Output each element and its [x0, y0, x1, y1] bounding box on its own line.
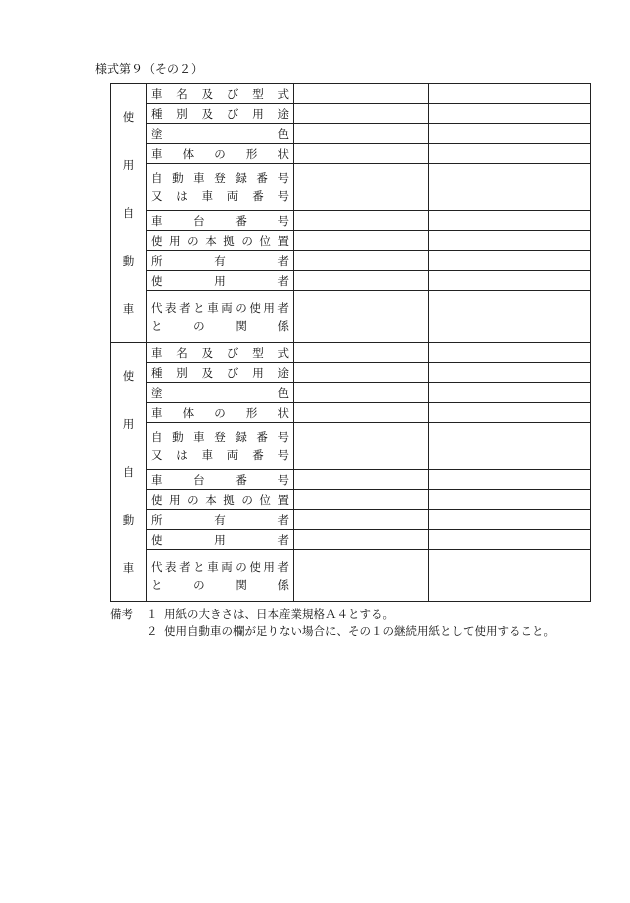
value-cell-secondary[interactable] — [429, 403, 591, 423]
label-char: の — [214, 146, 226, 161]
vehicle-row — [111, 231, 591, 251]
value-cell-primary[interactable] — [294, 510, 429, 530]
row-label-cell — [147, 363, 294, 383]
label-char: 用 — [263, 559, 275, 574]
remarks-item-2 — [146, 623, 555, 640]
label-char: 両 — [221, 300, 233, 315]
label-char: 者 — [179, 559, 191, 574]
row-label-cell — [147, 144, 294, 164]
label-char: 途 — [277, 365, 289, 380]
row-label-line — [151, 404, 289, 422]
value-cell-primary[interactable] — [294, 124, 429, 144]
value-cell-secondary[interactable] — [429, 271, 591, 291]
label-char: 種 — [151, 106, 163, 121]
value-cell-primary[interactable] — [294, 470, 429, 490]
label-char: 両 — [226, 448, 239, 462]
row-label-line — [151, 85, 289, 103]
label-char: 所 — [151, 253, 163, 268]
label-char: 用 — [263, 300, 275, 315]
value-cell-primary[interactable] — [294, 423, 429, 470]
label-char: の — [193, 318, 205, 333]
form-title: 様式第９（その２） — [95, 62, 204, 76]
vehicle-row — [111, 530, 591, 550]
label-char: 所 — [151, 512, 163, 527]
row-label-line — [151, 344, 289, 362]
label-char: 車 — [193, 171, 205, 185]
remarks-heading: 備考 — [110, 607, 133, 621]
label-char: 車 — [207, 300, 219, 315]
label-char: 式 — [277, 86, 289, 101]
value-cell-secondary[interactable] — [429, 144, 591, 164]
vehicle-row — [111, 211, 591, 231]
remarks-item-text: 使用自動車の欄が足りない場合に、その１の継続用紙として使用すること。 — [164, 624, 555, 638]
label-char: 番 — [256, 430, 268, 444]
label-char: 関 — [235, 577, 247, 592]
row-label-cell — [147, 104, 294, 124]
row-label-cell — [147, 164, 294, 211]
row-label-line — [151, 317, 289, 335]
label-char: 使 — [151, 273, 163, 288]
row-label-cell — [147, 231, 294, 251]
row-label-cell — [147, 343, 294, 363]
vehicle-row — [111, 490, 591, 510]
vehicle-row — [111, 271, 591, 291]
row-label-cell — [147, 291, 294, 343]
row-label-cell — [147, 211, 294, 231]
row-label-line — [151, 105, 289, 123]
value-cell-secondary[interactable] — [429, 550, 591, 602]
label-char: 自 — [151, 171, 163, 185]
label-char: 本 — [205, 492, 217, 507]
value-cell-primary[interactable] — [294, 291, 429, 343]
row-label-cell — [147, 550, 294, 602]
vehicle-row — [111, 470, 591, 490]
side-label-char: 動 — [122, 513, 135, 527]
row-label-line — [151, 491, 289, 509]
label-char: の — [187, 233, 199, 248]
row-label-cell — [147, 423, 294, 470]
label-char: 位 — [259, 492, 271, 507]
value-cell-primary[interactable] — [294, 104, 429, 124]
label-char: の — [241, 233, 253, 248]
label-char: 使 — [249, 300, 261, 315]
row-label-line — [151, 428, 289, 446]
label-char: 関 — [235, 318, 247, 333]
row-label-line — [151, 169, 289, 187]
side-label-char: 自 — [122, 465, 135, 479]
row-label-cell — [147, 124, 294, 144]
label-char: 拠 — [223, 492, 235, 507]
row-label-cell — [147, 84, 294, 104]
label-char: 及 — [201, 106, 214, 121]
label-char: 名 — [176, 345, 188, 360]
label-char: と — [193, 300, 205, 315]
value-cell-secondary[interactable] — [429, 343, 591, 363]
label-char: 又 — [151, 448, 163, 462]
row-label-line — [151, 212, 289, 230]
remarks-item-1 — [146, 606, 394, 623]
label-char: と — [193, 559, 205, 574]
side-label-char: 動 — [122, 254, 135, 268]
value-cell-secondary[interactable] — [429, 490, 591, 510]
label-char: 車 — [151, 405, 163, 420]
vehicle-row — [111, 291, 591, 343]
label-char: 係 — [277, 577, 289, 592]
label-char: 表 — [165, 300, 177, 315]
row-label-line — [151, 125, 289, 143]
label-char: 者 — [277, 273, 289, 288]
label-char: 有 — [214, 253, 226, 268]
row-label-line — [151, 471, 289, 489]
vehicle-row — [111, 124, 591, 144]
value-cell-primary[interactable] — [294, 403, 429, 423]
side-label-char: 用 — [122, 417, 135, 431]
label-char: 用 — [169, 492, 181, 507]
label-char: 状 — [277, 405, 289, 420]
label-char: 車 — [151, 472, 163, 487]
vehicle-row — [111, 84, 591, 104]
vehicle-row — [111, 164, 591, 211]
label-char: 使 — [151, 233, 163, 248]
label-char: び — [226, 86, 239, 101]
row-label-cell — [147, 383, 294, 403]
label-char: 代 — [151, 559, 163, 574]
label-char: 号 — [277, 448, 289, 462]
label-char: と — [151, 318, 163, 333]
row-label-line — [151, 558, 289, 576]
label-char: 車 — [201, 448, 214, 462]
label-char: 台 — [193, 213, 205, 228]
vehicle-row — [111, 104, 591, 124]
value-cell-secondary[interactable] — [429, 104, 591, 124]
label-char: 型 — [252, 86, 264, 101]
remarks-item-number: １ — [146, 607, 158, 621]
label-char: 用 — [252, 106, 264, 121]
value-cell-secondary[interactable] — [429, 164, 591, 211]
row-label-cell — [147, 470, 294, 490]
label-char: 両 — [226, 189, 239, 203]
value-cell-primary[interactable] — [294, 251, 429, 271]
label-char: 者 — [179, 300, 191, 315]
value-cell-primary[interactable] — [294, 383, 429, 403]
label-char: 録 — [235, 171, 247, 185]
label-char: 動 — [172, 430, 184, 444]
label-char: 使 — [249, 559, 261, 574]
value-cell-primary[interactable] — [294, 231, 429, 251]
label-char: 状 — [277, 146, 289, 161]
label-char: 種 — [151, 365, 163, 380]
label-char: 使 — [151, 492, 163, 507]
label-char: 体 — [182, 405, 195, 420]
label-char: 自 — [151, 430, 163, 444]
value-cell-secondary[interactable] — [429, 231, 591, 251]
label-char: の — [187, 492, 199, 507]
row-label-line — [151, 576, 289, 594]
value-cell-secondary[interactable] — [429, 530, 591, 550]
label-char: 号 — [277, 171, 289, 185]
label-char: 号 — [277, 430, 289, 444]
side-label-char: 使 — [122, 369, 135, 383]
label-char: 号 — [277, 213, 289, 228]
label-char: 番 — [235, 213, 247, 228]
row-label-line — [151, 252, 289, 270]
value-cell-secondary[interactable] — [429, 84, 591, 104]
label-char: 号 — [277, 189, 289, 203]
value-cell-primary[interactable] — [294, 490, 429, 510]
value-cell-secondary[interactable] — [429, 470, 591, 490]
value-cell-primary[interactable] — [294, 343, 429, 363]
label-char: 用 — [214, 532, 226, 547]
label-char: 用 — [214, 273, 226, 288]
vehicle-row — [111, 550, 591, 602]
label-char: 動 — [172, 171, 184, 185]
label-char: の — [241, 492, 253, 507]
label-char: 色 — [277, 126, 289, 141]
value-cell-primary[interactable] — [294, 211, 429, 231]
label-char: び — [226, 365, 239, 380]
remarks-item-text: 用紙の大きさは、日本産業規格Ａ４とする。 — [164, 607, 394, 621]
row-label-line — [151, 145, 289, 163]
label-char: 体 — [182, 146, 195, 161]
label-char: 者 — [277, 253, 289, 268]
label-char: 置 — [277, 233, 289, 248]
label-char: 代 — [151, 300, 163, 315]
side-label-char: 車 — [122, 561, 135, 575]
label-char: 係 — [277, 318, 289, 333]
label-char: 台 — [193, 472, 205, 487]
label-char: び — [226, 345, 239, 360]
remarks-item-number: ２ — [146, 624, 158, 638]
label-char: は — [176, 448, 188, 462]
value-cell-secondary[interactable] — [429, 510, 591, 530]
label-char: 番 — [256, 171, 268, 185]
label-char: 車 — [201, 189, 214, 203]
row-label-cell — [147, 530, 294, 550]
value-cell-secondary[interactable] — [429, 423, 591, 470]
value-cell-secondary[interactable] — [429, 124, 591, 144]
label-char: 車 — [151, 345, 163, 360]
row-label-line — [151, 531, 289, 549]
label-char: 色 — [277, 385, 289, 400]
label-char: は — [176, 189, 188, 203]
label-char: 用 — [169, 233, 181, 248]
label-char: 本 — [205, 233, 217, 248]
label-char: 号 — [277, 472, 289, 487]
label-char: 塗 — [151, 126, 163, 141]
value-cell-secondary[interactable] — [429, 383, 591, 403]
value-cell-primary[interactable] — [294, 164, 429, 211]
label-char: 又 — [151, 189, 163, 203]
value-cell-secondary[interactable] — [429, 251, 591, 271]
value-cell-primary[interactable] — [294, 84, 429, 104]
label-char: 別 — [176, 365, 188, 380]
row-label-cell — [147, 271, 294, 291]
label-char: 用 — [252, 365, 264, 380]
label-char: 別 — [176, 106, 188, 121]
vehicle-row — [111, 510, 591, 530]
label-char: 車 — [151, 86, 163, 101]
label-char: 車 — [207, 559, 219, 574]
vehicle-row — [111, 363, 591, 383]
label-char: 登 — [214, 430, 226, 444]
vehicle-row — [111, 251, 591, 271]
label-char: 車 — [193, 430, 205, 444]
vehicle-form-table — [110, 83, 591, 602]
value-cell-secondary[interactable] — [429, 211, 591, 231]
value-cell-primary[interactable] — [294, 530, 429, 550]
row-label-cell — [147, 510, 294, 530]
label-char: 録 — [235, 430, 247, 444]
label-char: 及 — [201, 345, 214, 360]
label-char: 及 — [201, 365, 214, 380]
value-cell-secondary[interactable] — [429, 363, 591, 383]
label-char: び — [226, 106, 239, 121]
label-char: 途 — [277, 106, 289, 121]
vehicle-row — [111, 383, 591, 403]
label-char: 名 — [176, 86, 188, 101]
label-char: の — [235, 559, 247, 574]
label-char: 番 — [235, 472, 247, 487]
label-char: 表 — [165, 559, 177, 574]
side-label-char: 車 — [122, 302, 135, 316]
row-label-line — [151, 446, 289, 464]
label-char: 者 — [277, 512, 289, 527]
row-label-cell — [147, 403, 294, 423]
label-char: の — [235, 300, 247, 315]
vehicle-row — [111, 343, 591, 363]
row-label-cell — [147, 251, 294, 271]
label-char: 者 — [277, 532, 289, 547]
label-char: 有 — [214, 512, 226, 527]
label-char: と — [151, 577, 163, 592]
label-char: 塗 — [151, 385, 163, 400]
value-cell-primary[interactable] — [294, 144, 429, 164]
row-label-line — [151, 511, 289, 529]
side-label-char: 使 — [122, 110, 135, 124]
label-char: 及 — [201, 86, 214, 101]
vehicle-row — [111, 423, 591, 470]
label-char: 式 — [277, 345, 289, 360]
row-label-line — [151, 384, 289, 402]
label-char: 車 — [151, 213, 163, 228]
label-char: 登 — [214, 171, 226, 185]
label-char: 番 — [252, 189, 264, 203]
row-label-line — [151, 299, 289, 317]
value-cell-primary[interactable] — [294, 363, 429, 383]
label-char: 置 — [277, 492, 289, 507]
row-label-line — [151, 232, 289, 250]
side-label-char: 用 — [122, 158, 135, 172]
label-char: 両 — [221, 559, 233, 574]
row-label-line — [151, 272, 289, 290]
label-char: 形 — [245, 146, 258, 161]
value-cell-primary[interactable] — [294, 550, 429, 602]
label-char: 拠 — [223, 233, 235, 248]
side-label-char: 自 — [122, 206, 135, 220]
label-char: 番 — [252, 448, 264, 462]
side-label-cell — [111, 84, 147, 343]
row-label-cell — [147, 490, 294, 510]
side-label-cell — [111, 343, 147, 602]
label-char: 者 — [277, 300, 289, 315]
value-cell-primary[interactable] — [294, 271, 429, 291]
row-label-line — [151, 364, 289, 382]
value-cell-secondary[interactable] — [429, 291, 591, 343]
label-char: の — [193, 577, 205, 592]
label-char: の — [214, 405, 226, 420]
row-label-line — [151, 187, 289, 205]
vehicle-row — [111, 144, 591, 164]
label-char: 者 — [277, 559, 289, 574]
label-char: 位 — [259, 233, 271, 248]
vehicle-row — [111, 403, 591, 423]
label-char: 使 — [151, 532, 163, 547]
label-char: 車 — [151, 146, 163, 161]
label-char: 形 — [245, 405, 258, 420]
label-char: 型 — [252, 345, 264, 360]
